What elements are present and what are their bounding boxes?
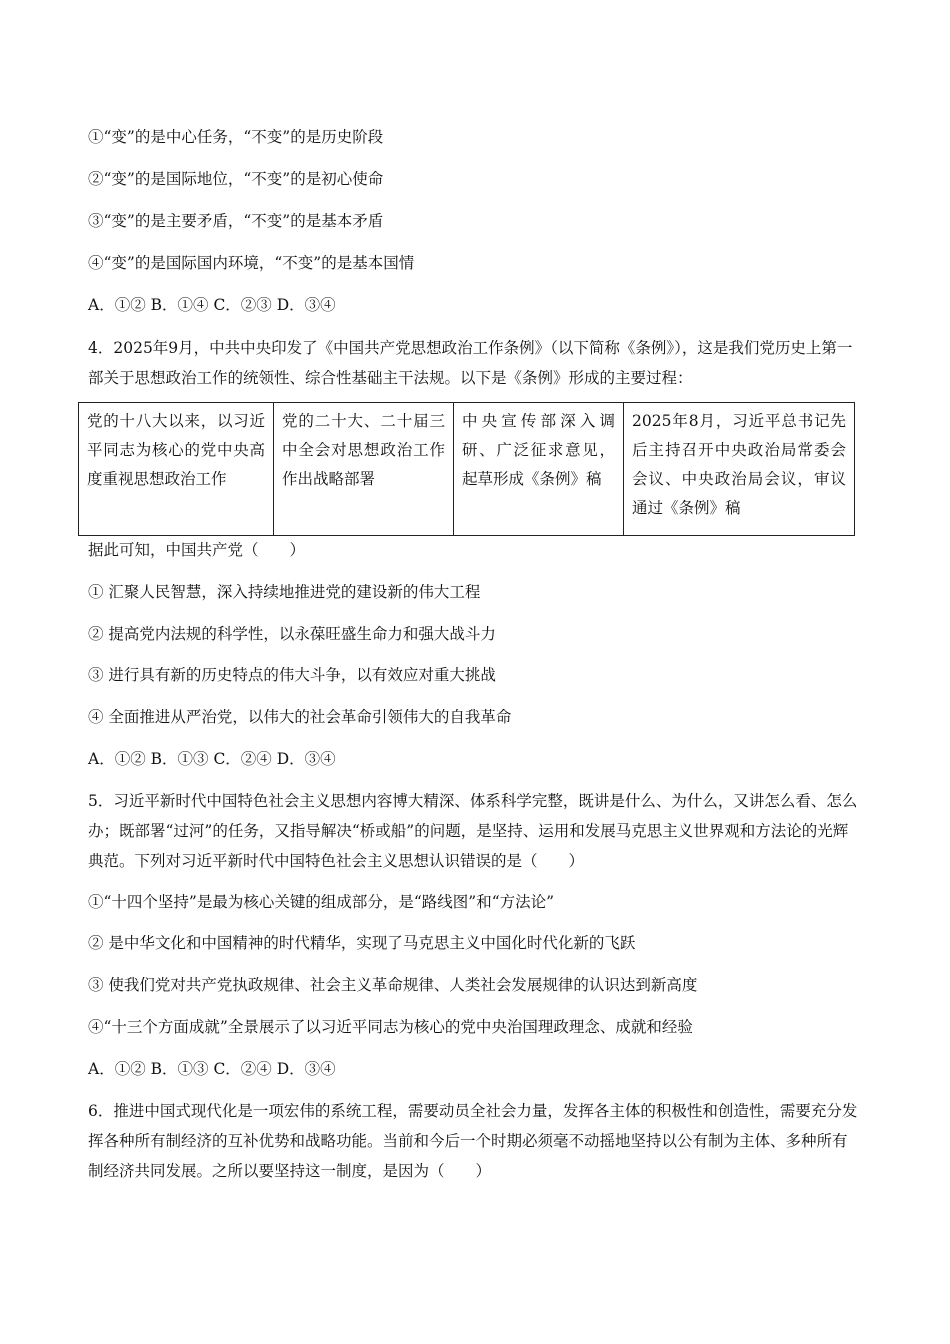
q4-item-1: ① 汇聚人民智慧，深入持续地推进党的建设新的伟大工程 — [88, 583, 481, 601]
q4-step-2: 党的二十大、二十届三中全会对思想政治工作作出战略部署 — [274, 403, 454, 536]
q4-item-4: ④ 全面推进从严治党，以伟大的社会革命引领伟大的自我革命 — [88, 708, 512, 726]
q4-step-3: 中央宣传部深入调研、广泛征求意见，起草形成《条例》稿 — [454, 403, 624, 536]
q4-lead: 据此可知，中国共产党（ ） — [88, 541, 306, 559]
q5-item-2: ② 是中华文化和中国精神的时代精华，实现了马克思主义中国化时代化新的飞跃 — [88, 934, 636, 952]
q3-item-4: ④“变”的是国际国内环境，“不变”的是基本国情 — [88, 254, 415, 272]
q6-stem: 6．推进中国式现代化是一项宏伟的系统工程，需要动员全社会力量，发挥各主体的积极性和创造性，需要充分发挥各种所有制经济的互补优势和战略功能。当前和今后一个时期必须毫不动摇地坚持以公有制为主体、多种所有制经济共同发展。之所以要坚持这一制度，是因为（ ） — [88, 1102, 858, 1180]
q4-step-1: 党的十八大以来，以习近平同志为核心的党中央高度重视思想政治工作 — [79, 403, 274, 536]
q4-item-3: ③ 进行具有新的历史特点的伟大斗争，以有效应对重大挑战 — [88, 666, 496, 684]
q4-step-4: 2025年8月，习近平总书记先后主持召开中央政治局常委会会议、中央政治局会议，审议通过《条例》稿 — [624, 403, 855, 536]
q4-process-table — [78, 402, 855, 536]
q4-stem: 4．2025年9月，中共中央印发了《中国共产党思想政治工作条例》（以下简称《条例》），这是我们党历史上第一部关于思想政治工作的统领性、综合性基础主干法规。以下是《条例》形成的主要过程： — [88, 339, 853, 387]
q5-item-4: ④“十三个方面成就”全景展示了以习近平同志为核心的党中央治国理政理念、成就和经验 — [88, 1018, 693, 1036]
q5-item-1: ①“十四个坚持”是最为核心关键的组成部分，是“路线图”和“方法论” — [88, 893, 555, 911]
q5-item-3: ③ 使我们党对共产党执政规律、社会主义革命规律、人类社会发展规律的认识达到新高度 — [88, 976, 698, 994]
q3-item-3: ③“变”的是主要矛盾，“不变”的是基本矛盾 — [88, 212, 384, 230]
q4-options: A．①② B．①③ C．②④ D．③④ — [88, 750, 336, 768]
q4-item-2: ② 提高党内法规的科学性，以永葆旺盛生命力和强大战斗力 — [88, 625, 496, 643]
q3-item-2: ②“变”的是国际地位，“不变”的是初心使命 — [88, 170, 384, 188]
q5-options: A．①② B．①③ C．②④ D．③④ — [88, 1060, 336, 1078]
q3-options: A．①② B．①④ C．②③ D．③④ — [88, 296, 336, 314]
q3-item-1: ①“变”的是中心任务，“不变”的是历史阶段 — [88, 128, 384, 146]
q5-stem: 5．习近平新时代中国特色社会主义思想内容博大精深、体系科学完整，既讲是什么、为什么，又讲怎么看、怎么办；既部署“过河”的任务，又指导解决“桥或船”的问题，是坚持、运用和发展马克思主义世界观和方法论的光辉典范。下列对习近平新时代中国特色社会主义思想认识错误的是（ ） — [88, 792, 858, 870]
